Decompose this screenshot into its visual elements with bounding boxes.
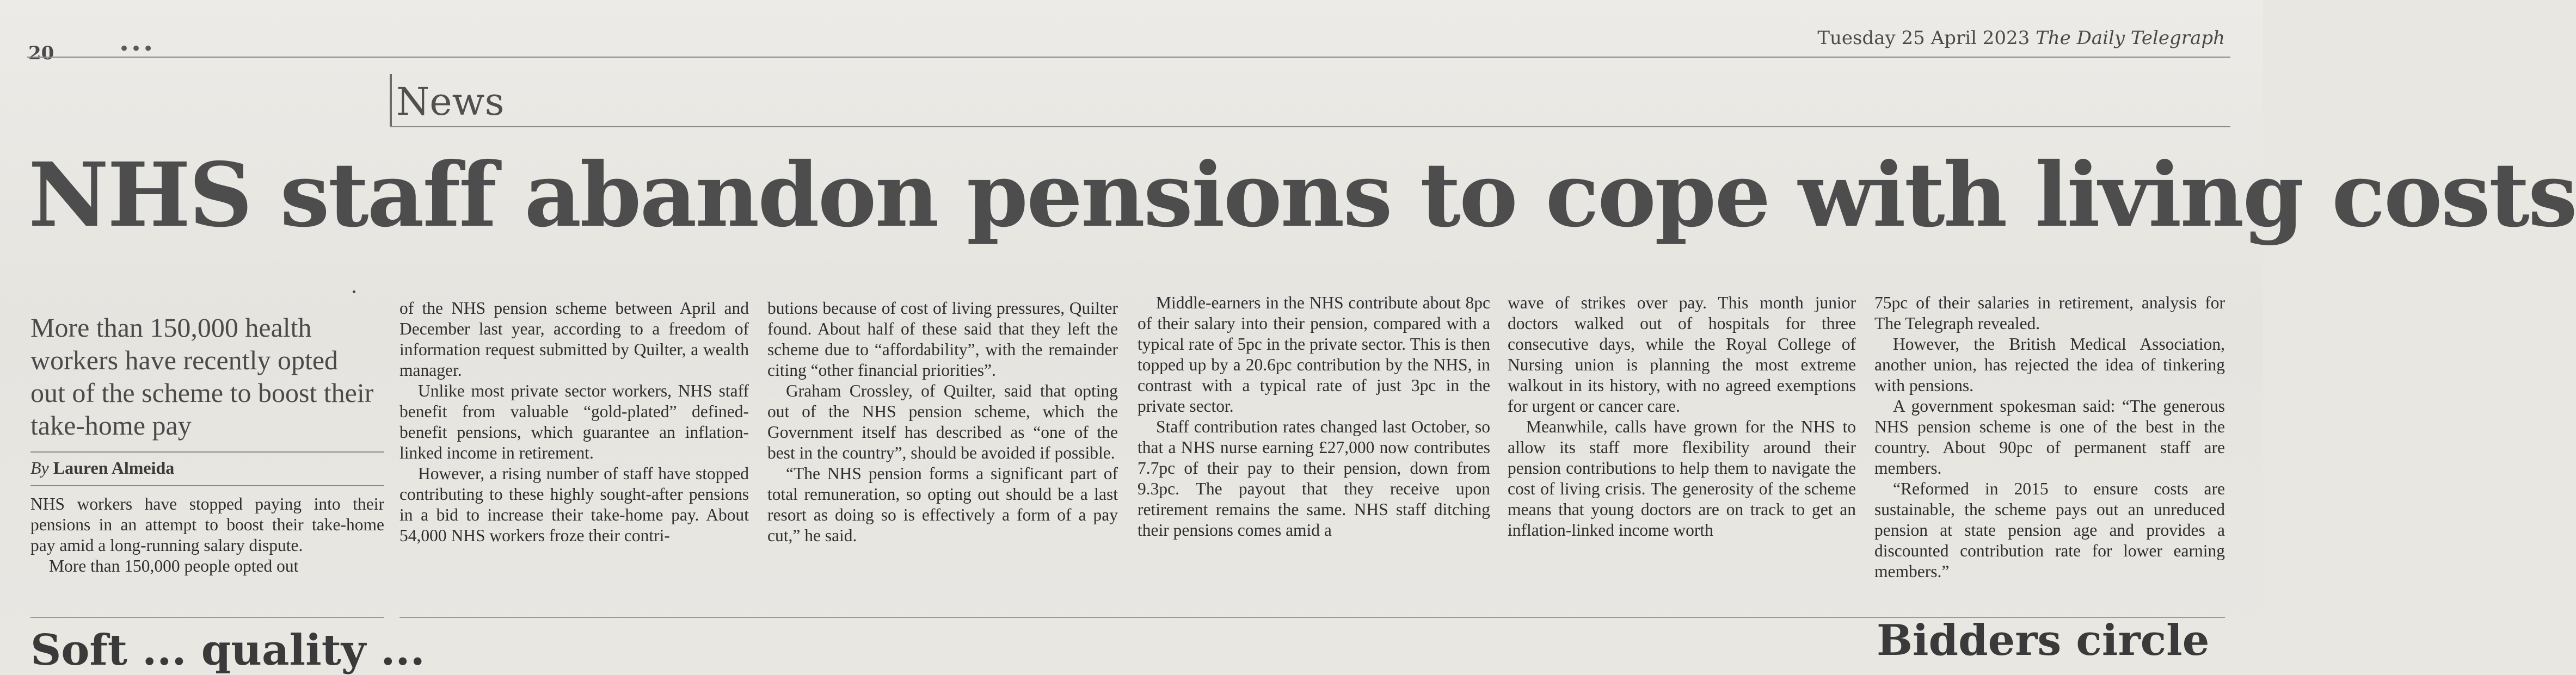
next-story-headline-left: Soft ... quality ... xyxy=(30,626,425,675)
paragraph: of the NHS pension scheme between April and December last year, according to a freedom of information request submitted by Quilter, a wealth manager. xyxy=(399,299,749,380)
section-label: News xyxy=(396,79,505,124)
paragraph: Meanwhile, calls have grown for the NHS to allow its staff more flexibility around their pension contributions to help them to navigate the cost of living crisis. The generosity of the scheme means that young doctors are on track to get an inflation-linked income worth xyxy=(1508,417,1856,540)
article-column-3 xyxy=(767,298,1118,546)
paragraph: However, the British Medical Association, another union, has rejected the idea of tinkering with pensions. xyxy=(1874,335,2225,395)
byline-name: Lauren Almeida xyxy=(53,458,175,478)
paragraph: Middle-earners in the NHS contribute about 8pc of their salary into their pension, compared with a typical rate of 5pc in the private sector. This is then topped up by a 20.6pc contribution by the NHS, in contrast with a typical rate of just 3pc in the private sector. xyxy=(1138,293,1490,416)
article-column-5 xyxy=(1508,293,1856,541)
page-number: 20 xyxy=(28,42,54,64)
top-rule xyxy=(27,57,2230,58)
date: Tuesday 25 April 2023 xyxy=(1817,27,2030,49)
decorative-dots: ••• xyxy=(119,38,155,60)
article-column-1 xyxy=(30,494,384,577)
paragraph: Unlike most private sector workers, NHS staff benefit from valuable “gold-plated” defined-benefit pensions, which guarantee an inflation-linked income in retirement. xyxy=(399,381,749,462)
standfirst: More than 150,000 health workers have recently opted out of the scheme to boost their take-home pay xyxy=(30,312,374,441)
section-rule xyxy=(390,126,2230,127)
next-story-headline-right: Bidders circle xyxy=(1877,616,2210,665)
paragraph: “Reformed in 2015 to ensure costs are sustainable, the scheme pays out an unreduced pension at state pension age and provides a discounted contribution rate for lower earning members.” xyxy=(1874,479,2225,581)
byline-rule xyxy=(30,485,384,486)
paragraph: 75pc of their salaries in retirement, analysis for The Telegraph revealed. xyxy=(1874,293,2225,333)
bottom-rule-left xyxy=(30,617,384,618)
dateline xyxy=(1817,27,2225,49)
headline: NHS staff abandon pensions to cope with living costs xyxy=(28,144,2576,247)
article-column-6 xyxy=(1874,293,2225,582)
paragraph: A government spokesman said: “The generous NHS pension scheme is one of the best in the country. About 90pc of permanent staff are members. xyxy=(1874,397,2225,478)
article-column-2 xyxy=(399,298,749,546)
paragraph: However, a rising number of staff have stopped contributing to these highly sought-after pensions in a bid to increase their take-home pay. About 54,000 NHS workers froze their contri- xyxy=(399,464,749,545)
byline-by: By xyxy=(30,458,49,478)
paragraph: More than 150,000 people opted out xyxy=(49,556,299,575)
paragraph: NHS workers have stopped paying into their pensions in an attempt to boost their take-home pay amid a long-running salary dispute. xyxy=(30,494,384,555)
paragraph: Staff contribution rates changed last October, so that a NHS nurse earning £27,000 now contributes 7.7pc of their pay to their pension, down from 9.3pc. The payout that they receive upon retirement remains the same. NHS staff ditching their pensions comes amid a xyxy=(1138,417,1490,540)
paragraph: wave of strikes over pay. This month junior doctors walked out of hospitals for three consecutive days, while the Royal College of Nursing union is planning the most extreme walkout in its history, with no agreed exemptions for urgent or cancer care. xyxy=(1508,293,1856,416)
paragraph: Graham Crossley, of Quilter, said that opting out of the NHS pension scheme, which the Government itself has described as “one of the best in the country”, should be avoided if possible. xyxy=(767,381,1118,462)
paragraph: butions because of cost of living pressures, Quilter found. About half of these said that they left the scheme due to “affordability”, with the remainder citing “other financial priorities”. xyxy=(767,299,1118,380)
article-column-4 xyxy=(1138,293,1490,541)
byline xyxy=(30,458,174,478)
paragraph: “The NHS pension forms a significant part of total remuneration, so opting out should be a last resort as doing so is effectively a form of a pay cut,” he said. xyxy=(767,464,1118,545)
paper-name: The Daily Telegraph xyxy=(2036,27,2225,49)
print-speck xyxy=(353,290,355,293)
standfirst-rule xyxy=(30,451,384,453)
section-bar xyxy=(390,74,392,126)
